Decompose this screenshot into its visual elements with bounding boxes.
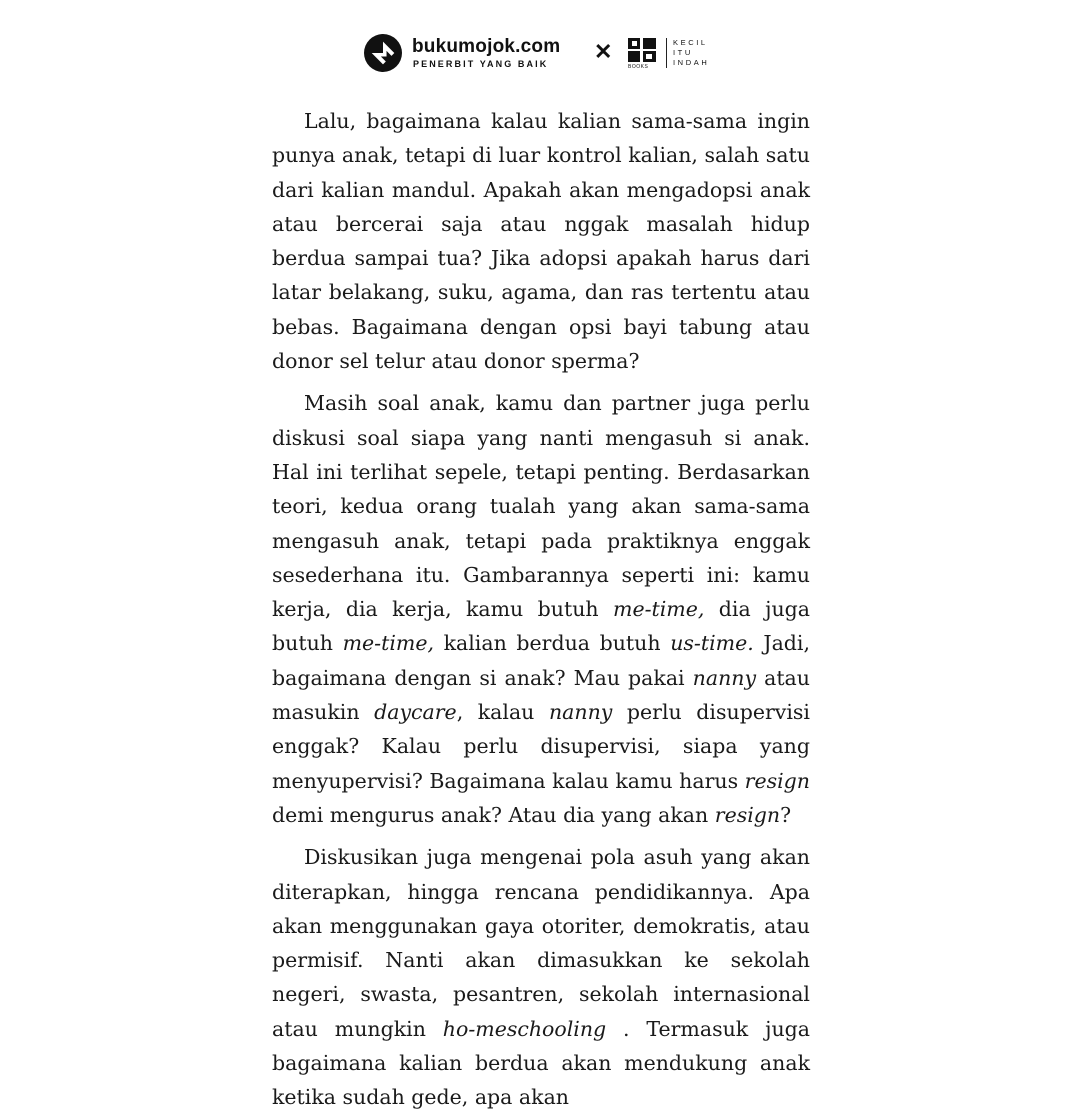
- partner-line: INDAH: [673, 58, 710, 67]
- collab-separator: ✕: [594, 39, 613, 64]
- paragraph-1: Lalu, bagaimana kalau kalian sama-sama ingin punya anak, tetapi di luar kontrol kalian, salah satu dari kalian mandul. Apakah akan mengadopsi anak atau bercerai saja atau nggak masalah hidup berdua sampai tua? Jika adopsi apakah harus dari latar belakang, suku, agama, dan ras tertentu atau bebas. Bagaimana dengan opsi bayi tabung atau donor sel telur atau donor sperma?: [272, 109, 810, 374]
- partner-line: KECIL: [673, 38, 708, 47]
- partner-divider: [666, 38, 667, 68]
- partner-line: ITU: [673, 48, 693, 57]
- paragraph-2: Masih soal anak, kamu dan partner juga perlu diskusi soal siapa yang nanti mengasuh si anak. Hal ini terlihat sepele, tetapi penting. Berdasarkan teori, kedua orang tualah yang akan sama-sama mengasuh anak, tetapi pada praktiknya enggak sesederhana itu. Gambarannya seperti ini: kamu kerja, dia kerja, kamu butuh me-time, dia juga butuh me-time, kalian berdua butuh us-time. Jadi, bagaimana dengan si anak? Mau pakai nanny atau masukin daycare, kalau nanny perlu disupervisi enggak? Kalau perlu disupervisi, siapa yang menyupervisi? Bagaimana kalau kamu harus resign demi mengurus anak? Atau dia yang akan resign?: [272, 391, 810, 827]
- brand-tagline: PENERBIT YANG BAIK: [413, 59, 549, 69]
- paragraph-3: Diskusikan juga mengenai pola asuh yang akan diterapkan, hingga rencana pendidikannya. Apa akan menggunakan gaya otoriter, demokratis, atau permisif. Nanti akan dimasukkan ke sekolah negeri, swasta, pesantren, sekolah internasional atau mungkin ho-meschooling . Termasuk juga bagaimana kalian berdua akan mendukung anak ketika sudah gede, apa akan: [272, 845, 810, 1110]
- partner-wordmark: [673, 38, 709, 68]
- partner-logo-icon: [628, 38, 656, 62]
- brand-name: bukumojok.com: [412, 36, 561, 57]
- partner-books-label: BOOKS: [628, 64, 649, 70]
- book-page-text: [272, 104, 810, 1115]
- publisher-header: [0, 34, 1080, 74]
- bukumojok-logo-icon: [364, 34, 402, 72]
